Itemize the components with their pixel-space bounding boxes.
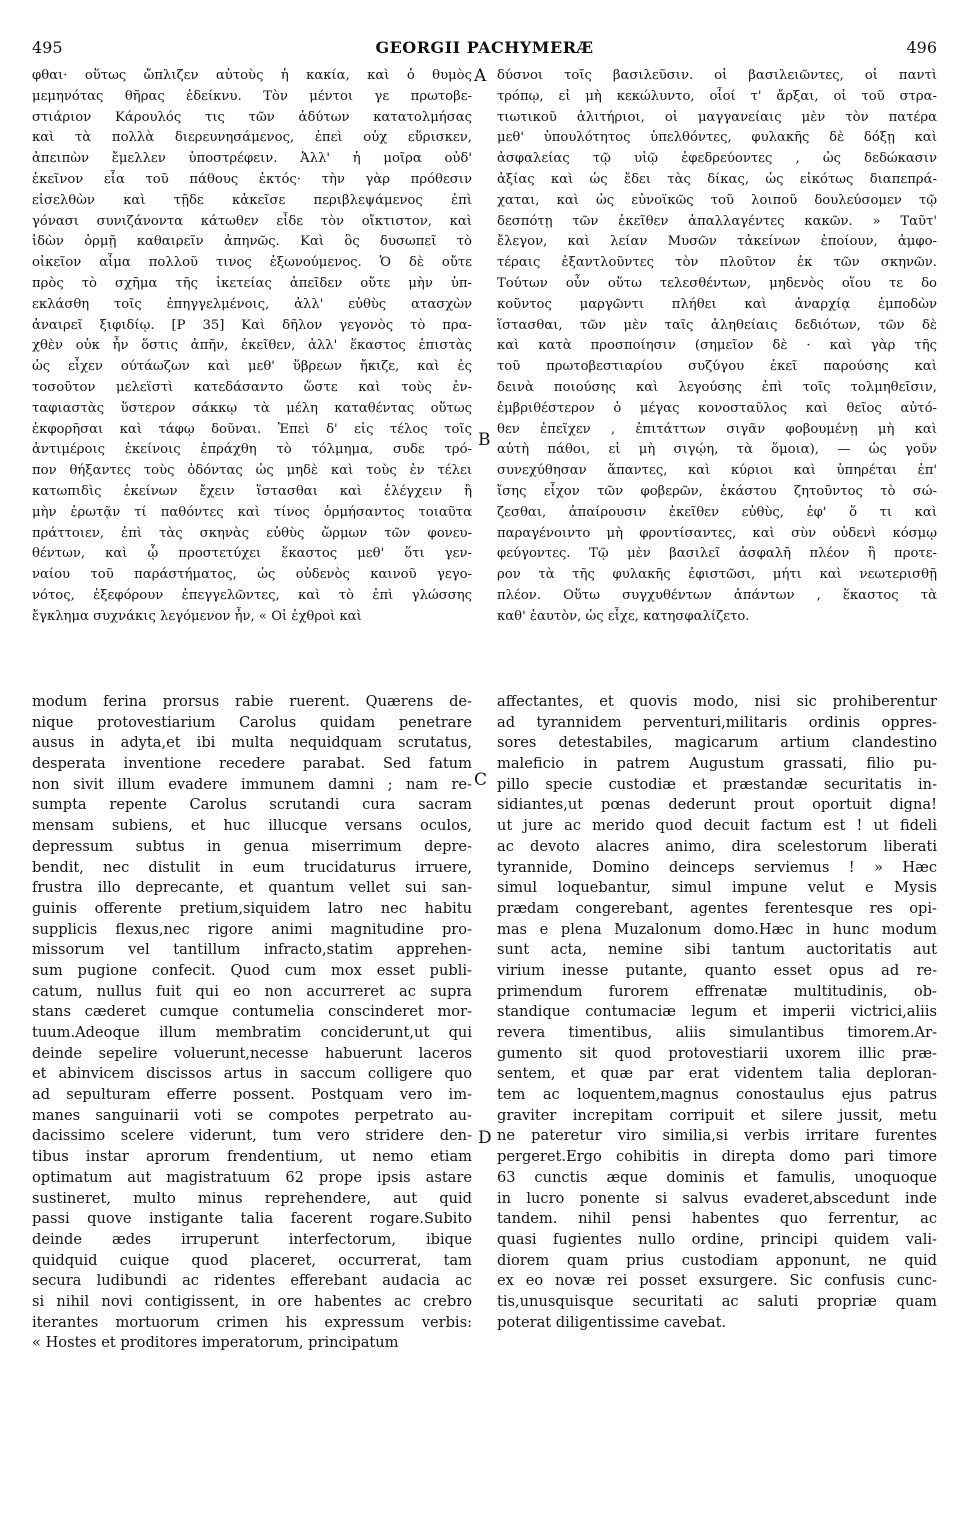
text-line: ne pateretur viro similia,si verbis irritare furentes	[497, 1127, 937, 1145]
running-title: GEORGII PACHYMERÆ	[375, 38, 594, 57]
text-line: πον θήξαντες τοὺς ὀδόντας ὡς μηδὲ καὶ τοὺς ἐν τέλει	[32, 463, 472, 479]
text-line: χαται, καὶ ὡς εὐνοϊκῶς τοῦ λοιποῦ δουλεύσομεν τῷ	[497, 192, 937, 208]
text-line: ad tyrannidem perventuri,militaris ordinis oppres-	[497, 713, 937, 731]
text-line: κοῦντος μαργῶντι πλήθει καὶ ἀναρχίᾳ ἐμποδὼν	[497, 296, 937, 312]
text-line: ζεσθαι, ἀπαίρουσιν ἐκεῖθεν εὐθὺς, ἐφ' ὅ τι καὶ	[497, 504, 937, 520]
text-line: θέντων, καὶ ᾧ προστετύχει ἕκαστος μεθ' ὅτι γεν-	[32, 546, 472, 562]
text-line: nique protovestiarium Carolus quidam penetrare	[32, 713, 472, 731]
text-line: poterat diligentissime cavebat.	[497, 1313, 727, 1331]
text-line: tibus instar aprorum frendentium, ut nemo etiam	[32, 1148, 472, 1166]
text-line: εἰσελθὼν καὶ τῇδε κἀκεῖσε περιβλεψάμενος ἐπὶ	[32, 192, 472, 208]
text-line: ἐκφορῆσαι καὶ τάφῳ δοῦναι. Ἐπεὶ δ' εἰς τέλος τοῖς	[32, 421, 472, 437]
greek-text-right-column	[497, 66, 937, 628]
text-line: sores detestabiles, magicarum artium clandestino	[497, 734, 937, 752]
text-line: tem ac loquentem,magnus conostaulus ejus patrus	[497, 1086, 937, 1104]
text-line: non sivit illum evadere immunem damni ; nam re-	[32, 775, 472, 793]
text-line: bendit, nec distulit in eum trucidaturus irruere,	[32, 858, 472, 876]
margin-marker-c: C	[474, 770, 488, 790]
text-line: dacissimo scelere viderunt, tum vero stridere den-	[32, 1127, 472, 1145]
text-line: quasi fugientes nullo ordine, principi quidem vali-	[497, 1230, 937, 1248]
text-line: sidiantes,ut pœnas dederunt prout oportuit digna!	[497, 796, 937, 814]
text-line: diorem quam prius custodiam apponunt, ne quid	[497, 1251, 937, 1269]
text-line: supplicis flexus,nec rigore animi magnitudine pro-	[32, 920, 472, 938]
text-line: ἐμβριθέστερον ὁ μέγας κονοσταῦλος καὶ θεῖος αὐτό-	[497, 400, 937, 416]
text-line: sunt acta, nemine sibi tantum auctoritatis aut	[497, 941, 937, 959]
text-line: στιάριον Κάρουλός τις τῶν ἀδύτων κατατολμήσας	[32, 109, 472, 125]
text-line: μεθ' ὑπουλότητος ὑπελθόντες, φυλακῆς δὲ δόξῃ καὶ	[497, 130, 937, 146]
text-line: mensam subiens, et huc illucque versans oculos,	[32, 817, 472, 835]
page-number-right: 496	[906, 38, 937, 57]
text-line: πράττοιεν, ἐπὶ τὰς σκηνὰς εὐθὺς ὥρμων τῶν φονευ-	[32, 525, 472, 541]
text-line: ρον τὰ τῆς φυλακῆς ἐφιστῶσι, μήτι καὶ νεωτερισθῇ	[497, 567, 937, 583]
text-line: sustineret, multo minus reprehendere, aut quid	[32, 1189, 472, 1207]
text-line: πλέον. Οὕτω συγχυθέντων ἁπάντων , ἕκαστος τὰ	[497, 587, 937, 603]
latin-text-left-column	[32, 692, 472, 1354]
text-line: stans cæderet cumque contumelia conscinderet mor-	[32, 1003, 472, 1021]
margin-marker-a: A	[474, 66, 487, 86]
text-line: catum, nullus fuit qui eo non accurreret ac supra	[32, 982, 472, 1000]
text-line: τοσοῦτον μελεϊστὶ κατεδάσαντο ὥστε καὶ τοὺς ἐν-	[32, 379, 472, 395]
page-header	[32, 38, 937, 60]
text-line: ναίου τοῦ παράστήματος, ὡς οὐδενὸς καινοῦ γεγο-	[32, 567, 472, 583]
text-line: ἴσης εἶχον τῶν φοβερῶν, ἑκάστου ζητοῦντος τὸ σώ-	[497, 483, 937, 499]
text-line: ταφιαστὰς ὕστερον σάκκῳ τὰ μέλη καταθέντας οὕτως	[32, 400, 472, 416]
text-line: ex eo novæ rei posset exsurgere. Sic confusis cunc-	[497, 1272, 937, 1290]
text-line: sum pugione confecit. Quod cum mox esset publi-	[32, 961, 472, 979]
text-line: ἵστασθαι, τῶν μὲν ταῖς ἀληθείαις δεδιότων, τῶν δὲ	[497, 317, 937, 333]
text-line: 63 cunctis æque dominis et famulis, unoquoque	[497, 1168, 937, 1186]
text-line: tuum.Adeoque illum membratim conciderunt,ut qui	[32, 1024, 472, 1041]
text-line: missorum vel tantillum infracto,statim apprehen-	[32, 941, 472, 959]
text-line: νότος, ἐξεφόρουν ἐπεγγελῶντες, καὶ τὸ ἐπὶ γλώσσης	[32, 587, 472, 603]
text-line: graviter increpitam corripuit et silere jussit, metu	[497, 1106, 937, 1124]
text-line: κατωπιδὶς ἐκείνων ἔχειν ἵστασθαι καὶ ἐλέγχειν ἢ	[32, 483, 472, 499]
text-line: ut jure ac merido quod decuit factum est ! ut fideli	[497, 817, 937, 835]
text-line: χθὲν οὐκ ἦν ὅστις ἀπῆν, ἐκεῖθεν, ἀλλ' ἕκαστος ἐπιστὰς	[32, 338, 472, 354]
text-line: ἐκεῖνον εἶα τοῦ πάθους ἐκτός· τὴν γὰρ πρόθεσιν	[32, 171, 472, 187]
text-line: modum ferina prorsus rabie ruerent. Quærens de-	[32, 693, 472, 710]
text-line: ἰδὼν ὁρμῇ καθαιρεῖν ἀπηνῶς. Καὶ ὃς δυσωπεῖ τὸ	[32, 234, 472, 250]
text-line: maleficio in patrem Augustum grassati, filio pu-	[497, 755, 937, 773]
text-line: αὐτὴ πάθοι, εἰ μὴ σιγῴη, τὰ ὅμοια), — ὡς γοῦν	[497, 442, 937, 458]
text-line: pillo specie custodiæ et præstandæ securitatis in-	[497, 775, 937, 793]
text-line: καθ' ἑαυτὸν, ὡς εἶχε, κατησφαλίζετο.	[497, 608, 750, 624]
text-line: τρόπῳ, εἰ μὴ κεκώλυντο, οἷοί τ' ἄρξαι, οἱ τοῦ στρα-	[497, 88, 937, 104]
text-line: quidquid cuique quod placeret, occurrerat, tam	[32, 1251, 472, 1269]
text-line: συνεχύθησαν ἅπαντες, καὶ κύριοι καὶ ὑπηρέται ἐπ'	[497, 463, 937, 479]
text-line: tandem. nihil pensi habentes quo ferrentur, ac	[497, 1210, 937, 1228]
text-line: ὡς εἶχεν ούτάωζων καὶ μεθ' ὕβρεων ἤκιζε, καὶ ἐς	[32, 359, 472, 375]
text-line: Τούτων οὖν οὕτω τελεσθέντων, μηδενὸς οἵου τε δο	[497, 275, 937, 291]
text-line: optimatum aut magistratuum 62 prope ipsis astare	[32, 1168, 472, 1186]
text-line: simul loquebantur, simul impune velut e Mysis	[497, 879, 937, 897]
text-line: revera timentibus, aliis simulantibus timorem.Ar-	[497, 1024, 937, 1041]
text-line: ἀπειπὼν ἔμελλεν ὑποστρέφειν. Ἀλλ' ἡ μοῖρα οὐδ'	[32, 151, 472, 167]
text-line: prædam congerebant, agentes ferentesque res opi-	[497, 899, 937, 917]
text-line: gumento sit quod protovestiarii uxorem illic præ-	[497, 1044, 937, 1062]
text-line: φθαι· οὕτως ὤπλιζεν αὐτοὺς ἡ κακία, καὶ ὁ θυμὸς	[32, 68, 472, 83]
text-line: δεινὰ ποιούσης καὶ λεγούσης ἐπὶ τοῖς τολμηθεῖσιν,	[497, 379, 937, 395]
text-line: τιωτικοῦ ἀλιτήριοι, οἱ μαγγανείαις μὲν τὸν πατέρα	[497, 109, 937, 125]
greek-text-left-column	[32, 66, 472, 628]
text-line: frustra illo deprecante, et quantum vellet sui san-	[32, 879, 472, 897]
text-line: standique contumaciæ legum et imperii victrici,aliis	[497, 1003, 937, 1021]
text-line: tyrannide, Domino deinceps serviemus ! » Hæc	[497, 858, 937, 876]
text-line: pergeret.Ergo cohibitis in direpta domo pari timore	[497, 1148, 937, 1166]
text-line: primendum furorem effrenatæ multitudinis, ob-	[497, 982, 937, 1000]
text-line: ἀντιμέροις ἐκείνοις ἐπράχθη τὸ τόλμημα, συδε τρό-	[32, 442, 472, 458]
text-line: εκλάσθη τοῖς ἐπηγγελμένοις, ἀλλ' εὐθὺς ατασχὼν	[32, 296, 472, 312]
text-line: « Hostes et proditores imperatorum, principatum	[32, 1334, 399, 1352]
text-line: μὴν ἐρωτᾷν τί παθόντες καὶ τίνος ὁρμήσαντος τοιαῦτα	[32, 504, 472, 520]
text-line: καὶ κατὰ προσποίησιν (σημεῖον δὲ · καὶ γὰρ τῆς	[497, 338, 937, 354]
text-line: τοῦ πρωτοβεστιαρίου συζύγου ἐκεῖ παρούσης καὶ	[497, 359, 937, 375]
text-line: πρὸς τὸ σχῆμα τῆς ἱκετείας ἀπεῖδεν οὔτε μὴν ὑπ-	[32, 275, 472, 291]
text-line: φεύγοντες. Τῷ μὲν βασιλεῖ ἀσφαλῆ πλέον ἢ προτε-	[497, 546, 937, 562]
text-line: et abinvicem discissos artus in saccum colligere quo	[32, 1065, 472, 1083]
text-line: τέραις ἐξαντλοῦντες τὸν πλοῦτον ἐκ τῶν σκηνῶν.	[497, 255, 937, 271]
text-line: in lucro ponente si salvus evaderet,abscedunt inde	[497, 1189, 937, 1207]
margin-marker-b: B	[478, 430, 491, 450]
text-line: virium inesse putante, quanto esset opus ad re-	[497, 961, 937, 979]
text-line: δεσπότῃ τῶν ἐκεῖθεν ἀπαλλαγέντες κακῶν. » Ταῦτ'	[497, 213, 937, 229]
text-line: si nihil novi contigissent, in ore habentes ac crebro	[32, 1292, 472, 1310]
text-line: mas e plena Muzalonum domo.Hæc in hunc modum	[497, 920, 937, 938]
text-line: ac devoto alacres animo, dira scelestorum liberati	[497, 837, 937, 855]
text-line: γόνασι συνιζάνοντα κάτωθεν εἶδε τὸν οἴκτιστον, καὶ	[32, 213, 472, 229]
text-line: tis,unusquisque securitati ac saluti propriæ quam	[497, 1292, 937, 1310]
text-line: desperata inventione recedere parabat. Sed fatum	[32, 755, 472, 773]
text-line: δύσνοι τοῖς βασιλεῦσιν. οἱ βασιλειῶντες, οἱ παντὶ	[497, 68, 937, 83]
text-line: ἀξίας καὶ ὡς ἔδει τὰς δίκας, ὡς εἰκότως διαπεπρά-	[497, 171, 937, 187]
text-line: παραγένοιντο μὴ φροντίσαντες, καὶ σὺν οὐδενὶ κόσμῳ	[497, 525, 937, 541]
text-line: manes sanguinarii voti se compotes perpetrato au-	[32, 1106, 472, 1124]
text-line: depressum subtus in genua miserrimum depre-	[32, 837, 472, 855]
text-line: οἰκεῖον αἷμα πολλοῦ τινος ἐξωνούμενος. Ὁ δὲ οὔτε	[32, 255, 472, 271]
text-line: μεμηνότας θῆρας ἐδείκνυ. Τὸν μέντοι γε πρωτοβε-	[32, 88, 472, 104]
text-line: iterantes mortuorum crimen his expressum verbis:	[32, 1313, 472, 1331]
margin-marker-d: D	[478, 1128, 492, 1148]
text-line: ἔλεγον, καὶ λείαν Μυσῶν τἀκείνων ἐποίουν, ἀμφο-	[497, 234, 937, 250]
text-line: secura ludibundi ac ridentes efferebant audacia ac	[32, 1272, 472, 1290]
text-line: ausus in adyta,et ibi multa nequidquam scrutatus,	[32, 734, 472, 752]
text-line: ἀναιρεῖ ξιφιδίῳ. [P 35] Καὶ δῆλον γεγονὸς τὸ πρα-	[32, 317, 472, 333]
text-line: ad sepulturam efferre possent. Postquam vero im-	[32, 1086, 472, 1104]
text-line: ἔγκλημα συχνάκις λεγόμενον ἦν, « Οἱ ἐχθροὶ καὶ	[32, 608, 362, 624]
text-line: affectantes, et quovis modo, nisi sic prohiberentur	[497, 693, 937, 710]
text-line: deinde ædes irruperunt interfectorum, ibique	[32, 1230, 472, 1248]
text-line: guinis offerente pretium,siquidem latro nec habitu	[32, 899, 472, 917]
text-line: passi quove instigante talia facerent rogare.Subito	[32, 1210, 472, 1228]
text-line: sumpta repente Carolus scrutandi cura sacram	[32, 796, 472, 814]
text-line: ἀσφαλείας τῷ υἱῷ ἐφεδρεύοντες , ὡς δεδώκασιν	[497, 151, 937, 167]
latin-text-right-column	[497, 692, 937, 1333]
text-line: deinde sepelire voluerunt,necesse habuerunt laceros	[32, 1044, 472, 1062]
text-line: θεν ἐπεῖχεν , ἐπιτάττων σιγᾶν φοβουμένῃ μὴ καὶ	[497, 421, 937, 437]
page-number-left: 495	[32, 38, 63, 57]
text-line: καὶ τὰ πολλὰ διερευνησάμενος, ἐπεὶ οὐχ εὕρισκεν,	[32, 130, 472, 146]
text-line: sentem, et quæ par erat videntem talia deploran-	[497, 1065, 937, 1083]
